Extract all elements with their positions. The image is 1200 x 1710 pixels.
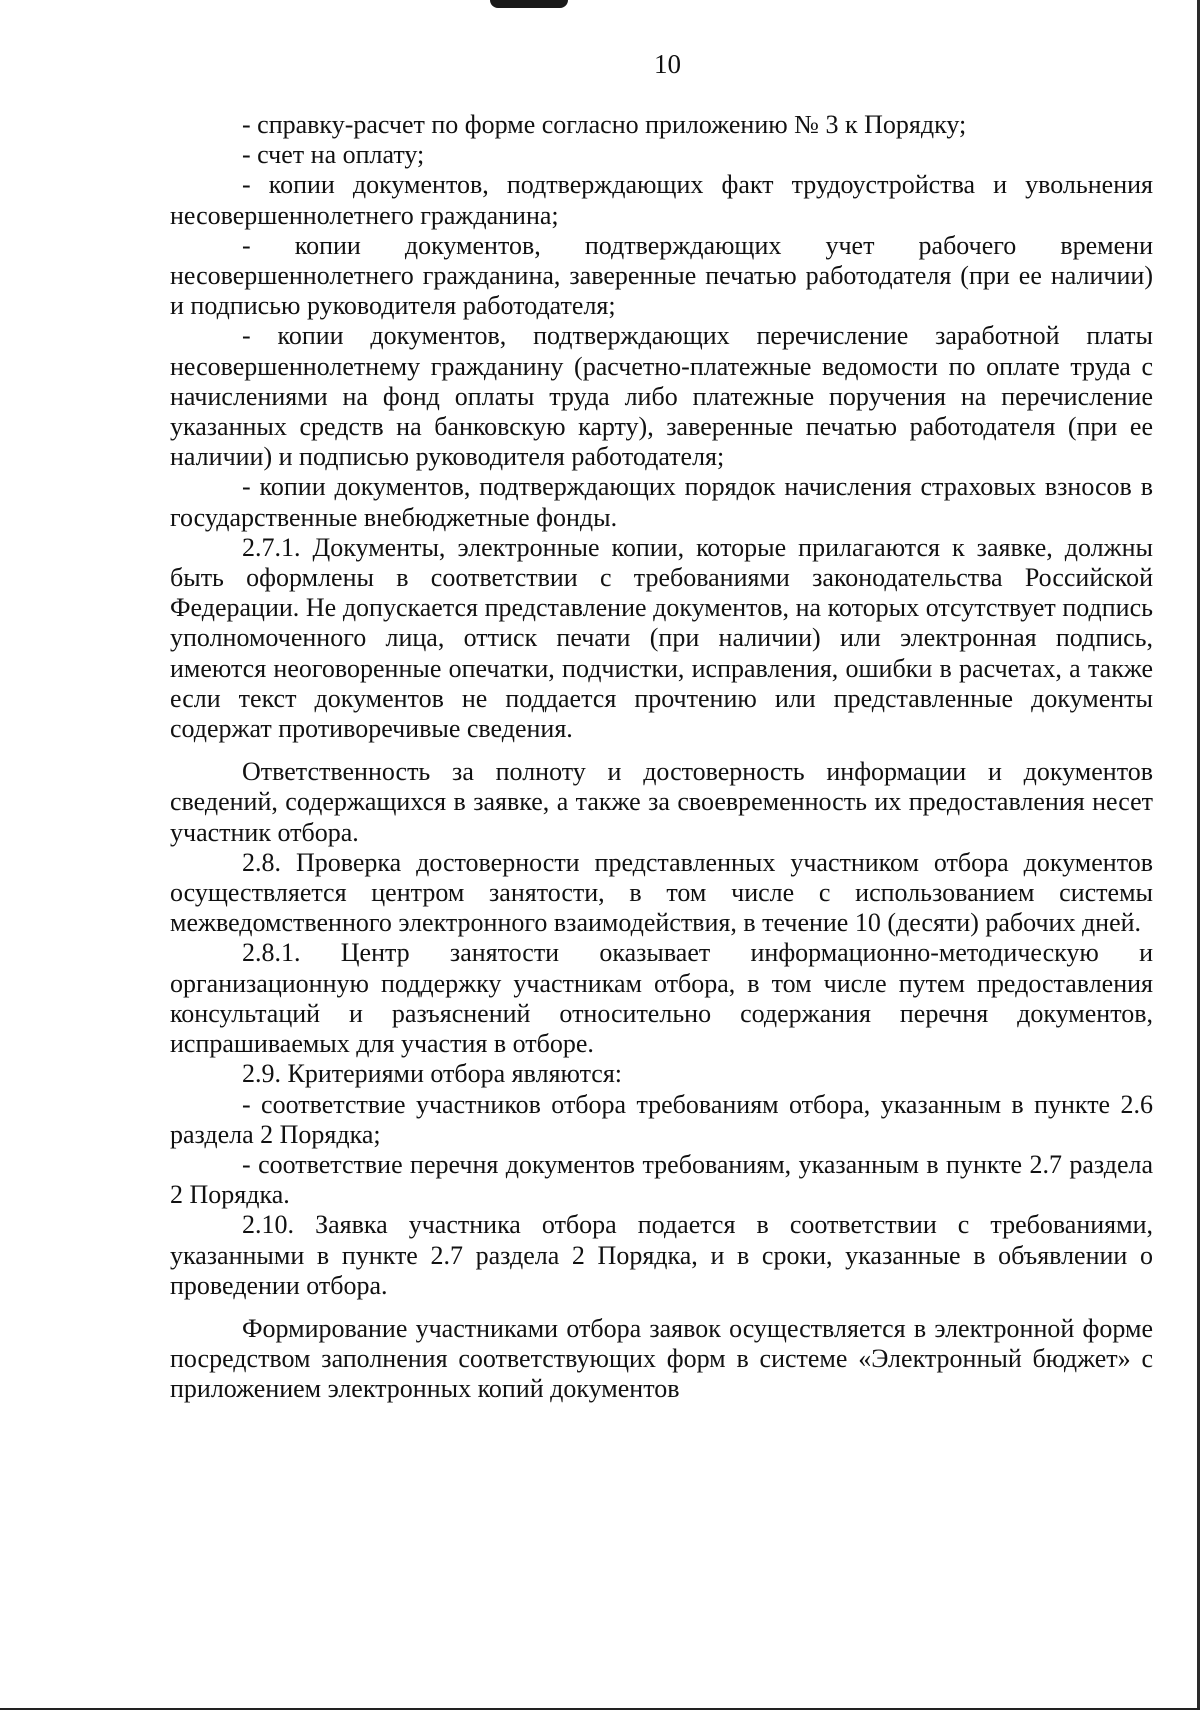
paragraph-responsibility: Ответственность за полноту и достоверность информации и документов сведений, содержащихся в заявке, а также за своевременность их предоставления несет участник отбора.	[170, 757, 1153, 847]
paragraph-2-10: 2.10. Заявка участника отбора подается в соответствии с требованиями, указанными в пункте 2.7 раздела 2 Порядка, и в сроки, указанные в объявлении о проведении отбора.	[170, 1210, 1153, 1300]
list-item-salary-transfer-documents: - копии документов, подтверждающих перечисление заработной платы несовершеннолетнему гражданину (расчетно-платежные ведомости по оплате труда с начислениями на фонд оплаты труда либо платежные поручения на перечисление указанных средств на банковскую карту), заверенные печатью работодателя (при ее наличии) и подписью руководителя работодателя;	[170, 321, 1153, 472]
scan-artifact	[490, 0, 568, 8]
paragraph-electronic-submission: Формирование участниками отбора заявок осуществляется в электронной форме посредством заполнения соответствующих форм в системе «Электронный бюджет» с приложением электронных копий документов	[170, 1313, 1153, 1404]
page-number: 10	[654, 49, 681, 79]
list-item-criterion-documents: - соответствие перечня документов требованиям, указанным в пункте 2.7 раздела 2 Порядка.	[170, 1149, 1153, 1210]
paragraph-2-7-1: 2.7.1. Документы, электронные копии, которые прилагаются к заявке, должны быть оформлены в соответствии с требованиями законодательства Российской Федерации. Не допускается представление документов, на которых отсутствует подпись уполномоченного лица, оттиск печати (при наличии) или электронная подпись, имеются неоговоренные опечатки, подчистки, исправления, ошибки в расчетах, а также если текст документов не поддается прочтению или представленные документы содержат противоречивые сведения.	[170, 532, 1153, 744]
list-item-invoice: - счет на оплату;	[242, 140, 425, 170]
list-item-calculation-certificate: - справку-расчет по форме согласно приложению № 3 к Порядку;	[242, 110, 967, 139]
list-item-employment-documents: - копии документов, подтверждающих факт трудоустройства и увольнения несовершеннолетнего гражданина;	[170, 170, 1153, 230]
document-body	[170, 110, 1153, 1405]
paragraph-2-8-1: 2.8.1. Центр занятости оказывает информационно-методическую и организационную поддержку участникам отбора, в том числе путем предоставления консультаций и разъяснений относительно содержания перечня документов, испрашиваемых для участия в отборе.	[170, 938, 1153, 1059]
list-item-working-time-documents: - копии документов, подтверждающих учет рабочего времени несовершеннолетнего гражданина, заверенные печатью работодателя (при ее наличии) и подписью руководителя работодателя;	[170, 230, 1153, 321]
paragraph-2-8: 2.8. Проверка достоверности представленных участником отбора документов осуществляется центром занятости, в том числе с использованием системы межведомственного электронного взаимодействия, в течение 10 (десяти) рабочих дней.	[170, 847, 1153, 938]
list-item-insurance-contributions-documents: - копии документов, подтверждающих порядок начисления страховых взносов в государственные внебюджетные фонды.	[170, 472, 1153, 532]
paragraph-2-9: 2.9. Критериями отбора являются:	[242, 1059, 622, 1089]
list-item-criterion-participants: - соответствие участников отбора требованиям отбора, указанным в пункте 2.6 раздела 2 Порядка;	[170, 1089, 1153, 1149]
